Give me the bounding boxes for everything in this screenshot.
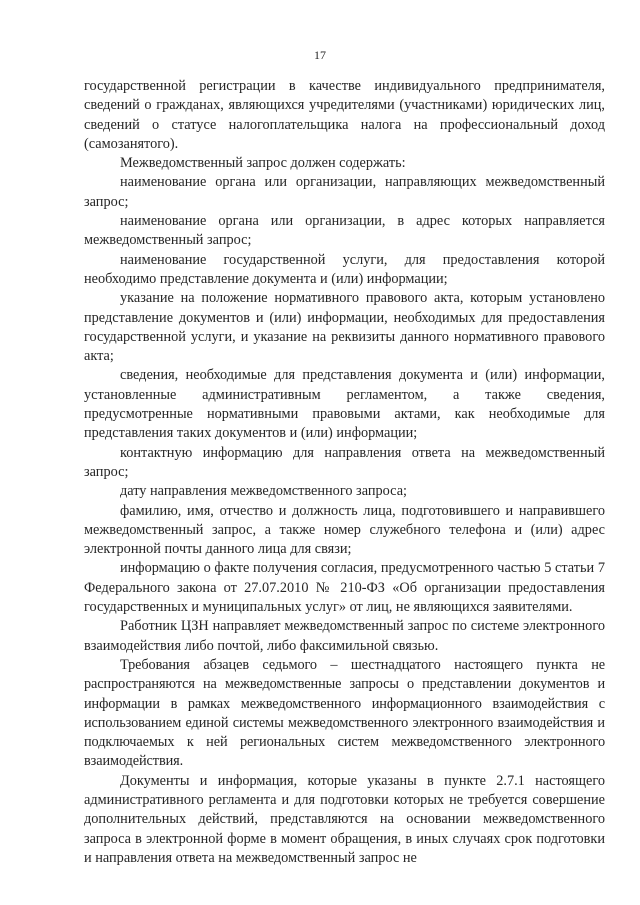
paragraph-responsible-person: фамилию, имя, отчество и должность лица, подготовившего и направившего межведомственный запрос, а также номер служебного телефона и (или) адрес электронной почты данного лица для связи; <box>84 502 605 558</box>
paragraph-requirements-exception: Требования абзацев седьмого – шестнадцатого настоящего пункта не распространяются на межведомственные запросы о представлении документов и информации в рамках межведомственного информационного взаимодействия с использованием единой системы межведомственного электронного взаимодействия и подключаемых к ней региональных систем межведомственного электронного взаимодействия. <box>84 656 605 770</box>
paragraph-continuation: государственной регистрации в качестве индивидуального предпринимателя, сведений о гражданах, являющихся учредителями (участниками) юридических лиц, сведений о статусе налогоплательщика налога на профессиональный доход (самозанятого). <box>84 78 605 152</box>
paragraph-request-contents-intro: Межведомственный запрос должен содержать: <box>120 155 406 172</box>
paragraph-consent-info: информацию о факте получения согласия, предусмотренного частью 5 статьи 7 Федерального закона от 27.07.2010 № 210-ФЗ «Об организации предоставления государственных и муниципальных услуг» от лиц, не являющихся заявителями. <box>84 560 605 616</box>
paragraph-service-name: наименование государственной услуги, для предоставления которой необходимо представление документа и (или) информации; <box>84 251 605 287</box>
paragraph-legal-act: указание на положение нормативного правового акта, которым установлено представление документов и (или) информации, необходимых для предоставления государственной услуги, и указание на реквизиты данного нормативного правового акта; <box>84 290 605 365</box>
paragraph-contact-info: контактную информацию для направления ответа на межведомственный запрос; <box>84 444 605 480</box>
document-body <box>84 77 605 868</box>
paragraph-addressee-body: наименование органа или организации, в адрес которых направляется межведомственный запрос; <box>84 213 605 249</box>
paragraph-czn-worker: Работник ЦЗН направляет межведомственный запрос по системе электронного взаимодействия либо почтой, либо факсимильной связью. <box>84 618 605 654</box>
paragraph-required-info: сведения, необходимые для представления документа и (или) информации, установленные административным регламентом, а также сведения, предусмотренные нормативными правовыми актами, как необходимые для представления таких документов и (или) информации; <box>84 367 605 442</box>
paragraph-documents-info: Документы и информация, которые указаны в пункте 2.7.1 настоящего административного регламента и для подготовки которых не требуется совершение дополнительных действий, представляются на основании межведомственного запроса в электронной форме в момент обращения, в иных случаях срок подготовки и направления ответа на межведомственный запрос не <box>84 772 605 866</box>
page-number: 17 <box>314 48 326 62</box>
paragraph-request-date: дату направления межведомственного запроса; <box>120 483 408 500</box>
paragraph-requesting-body: наименование органа или организации, направляющих межведомственный запрос; <box>84 174 605 210</box>
